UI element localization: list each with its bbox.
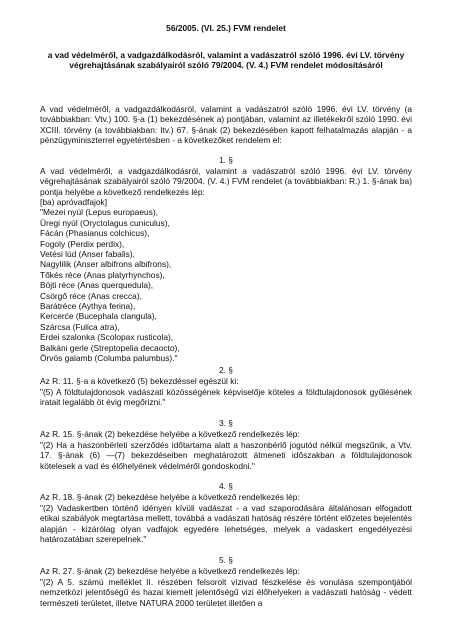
section-body: "(5) A földtulajdonosok vadászati közösségének képviselője köteles a földtulajdonosok gyűlésének iratait legalább öt évig megőrizni." — [40, 387, 412, 408]
list-item: Örvös galamb (Columba palumbus)." — [40, 353, 178, 364]
section-body: "(2) Vadaskertben történő idényen kívüli vadászat - a vad szaporodására általánosan elfogadott etikai szabályok megtartása mellett, továbbá a vadászati hatóság részére történt előzetes bejelentés alapján - kizárólag olyan vadfajok egyedére lehetséges, melyek a vadaskert engedélyezési határozatában szerepelnek." — [40, 503, 412, 545]
list-item: Üregi nyúl (Oryctolagus cuniculus), — [40, 217, 170, 228]
preamble: A vad védelméről, a vadgazdálkodásról, valamint a vadászatról szóló 1996. évi LV. törvény (a továbbiakban: Vtv.) 100. §-a (1) bekezdésének a) pontjában, valamint az illetékekről szóló 1990. évi XCIII. törvény (a továbbiakban: Itv.) 67. §-ának (2) bekezdésében kapott felhatalmazás alapján - a pénzügyminiszterrel egyetértésben - a következőket rendelem el: — [40, 104, 412, 146]
section-number: 2. § — [219, 365, 233, 375]
list-item: Fogoly (Perdix perdix), — [40, 238, 125, 249]
section-intro: Az R. 27. §-ának (2) bekezdése helyébe a következő rendelkezés lép: — [40, 566, 300, 576]
list-item: Szárcsa (Fulica atra), — [40, 321, 120, 332]
section-intro: A vad védelméről, a vadgazdálkodásról, valamint a vadászatról szóló 1996. évi LV. törvény végrehajtásának szabályairól szóló 79/2004. (V. 4.) FVM rendelet (a továbbiakban: R.) 1. §-ának ba) pontja helyébe a következő rendelkezés lép: — [40, 166, 412, 197]
section-intro: Az R. 15. §-ának (2) bekezdése helyébe a következő rendelkezés lép: — [40, 429, 300, 439]
section-intro: Az R. 18. §-ának (2) bekezdése helyébe a következő rendelkezés lép: — [40, 492, 300, 502]
list-item: Vetési lúd (Anser fabalis), — [40, 249, 135, 260]
list-item: Csörgő réce (Anas crecca), — [40, 290, 142, 301]
list-item: Nagylilik (Anser albifrons albifrons), — [40, 259, 172, 270]
species-list — [40, 197, 412, 364]
list-item: Erdei szalonka (Scolopax rusticola), — [40, 332, 174, 343]
list-item: Balkáni gerle (Streptopelia decaocto), — [40, 342, 180, 353]
decree-number: 56/2005. (VI. 25.) FVM rendelet — [166, 23, 286, 33]
section-number: 1. § — [219, 155, 233, 165]
list-item: Tőkés réce (Anas platyrhynchos), — [40, 269, 165, 280]
decree-title: a vad védelméről, a vadgazdálkodásról, valamint a vadászatról szóló 1996. évi LV. törvény végrehajtásának szabályairól szóló 79/2004. (V. 4.) FVM rendelet módosításáról — [47, 50, 405, 71]
section-intro: Az R. 11. §-a a következő (5) bekezdéssel egészül ki: — [40, 376, 239, 386]
list-item: "Mezei nyúl (Lepus europaeus), — [40, 207, 158, 218]
list-item: Böjti réce (Anas querquedula), — [40, 280, 154, 291]
section-body: "(2) Ha a haszonbérleti szerződés időtartama alatt a haszonbérlő jogutód nélkül megszűnik, a Vtv. 17. §-ának (6) —(7) bekezdéseiben meghatározott átmeneti időszakban a földtulajdonosok kötelesek a vad és élőhelyének védelméről gondoskodni." — [40, 440, 412, 471]
section-number: 3. § — [219, 418, 233, 428]
section-number: 4. § — [219, 481, 233, 491]
list-item: [ba) apróvadfajok] — [40, 197, 108, 207]
section-number: 5. § — [219, 555, 233, 565]
list-item: Barátréce (Aythya ferina), — [40, 301, 136, 312]
section-body: "(2) A 5. számú melléklet II. részében felsorolt vízivad fészkelése és vonulása szempontjából nemzetközi jelentőségű és hazai kiemelt jelentőségű vizi élőhelyeken a vadászati hatóság - védett természeti területet, illetve NATURA 2000 területet illetően a — [40, 577, 412, 608]
list-item: Fácán (Phasianus colchicus), — [40, 228, 150, 239]
list-item: Kercerće (Bucephala clangula), — [40, 311, 157, 322]
